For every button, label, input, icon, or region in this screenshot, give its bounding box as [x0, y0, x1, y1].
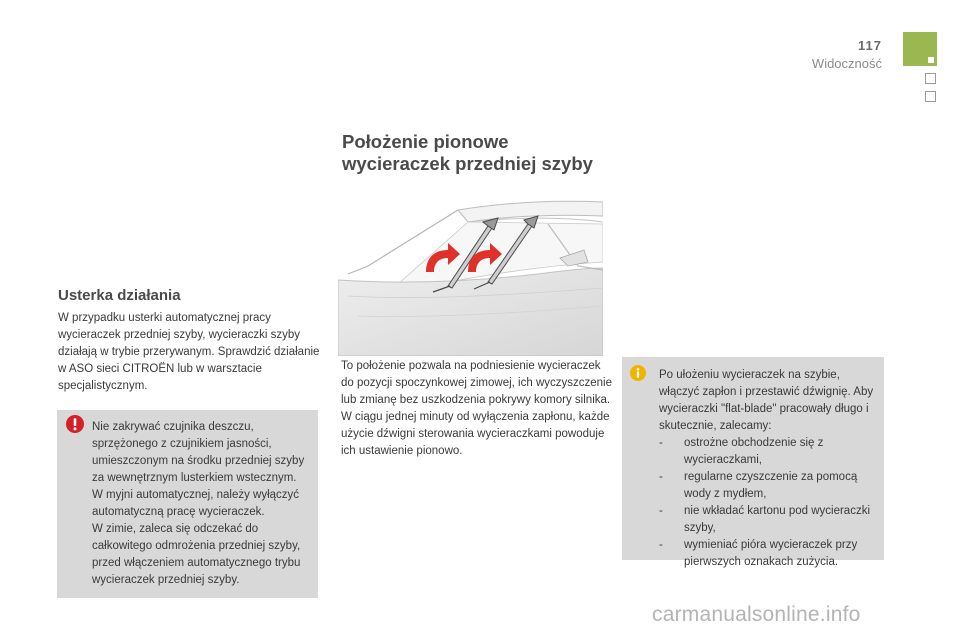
list-item-text: ostrożne obchodzenie się z wycieraczkami,	[684, 437, 824, 466]
warning-line: W zimie, zaleca się odczekać do całkowitego odmrożenia przedniej szyby, przed włączeniem automatycznego trybu wycieraczek przedniej szyby.	[92, 523, 301, 586]
list-dash: -	[659, 437, 663, 449]
vertical-position-paragraph	[341, 358, 613, 460]
section-title: Widoczność	[811, 56, 882, 71]
list-item-text: regularne czyszczenie za pomocą wody z mydłem,	[684, 471, 858, 500]
info-text	[659, 367, 877, 571]
recommendation-list	[659, 435, 877, 571]
warning-line: Nie zakrywać czujnika deszczu, sprzężonego z czujnikiem jasności, umieszczonym na środku przedniej szyby za wewnętrznym lusterkiem wstecznym.	[92, 421, 305, 484]
heading-line-1: Położenie pionowe	[342, 131, 509, 152]
list-dash: -	[659, 471, 663, 483]
malfunction-paragraph: W przypadku usterki automatycznej pracy wycieraczek przedniej szyby, wycieraczki szyby działają w trybie przerywanym. Sprawdzić działanie w ASO sieci CITROËN lub w warsztacie specjalistycznym.	[58, 312, 320, 392]
section-tab-empty-2	[925, 91, 936, 102]
section-tab-empty-1	[925, 73, 936, 84]
warning-exclamation-icon	[66, 415, 84, 433]
info-icon	[630, 365, 646, 381]
info-intro: Po ułożeniu wycieraczek na szybie, włączyć zapłon i przestawić dźwignię. Aby wycieraczki "flat-blade" pracowały długo i skutecznie, zalecamy:	[659, 369, 874, 432]
list-item	[659, 503, 877, 537]
watermark: carmanualsonline.info	[652, 603, 861, 626]
list-item	[659, 537, 877, 571]
paragraph-line: To położenie pozwala na podniesienie wycieraczek do pozycji spoczynkowej zimowej, ich wyczyszczenie lub zmianę bez uszkodzenia pokrywy komory silnika.	[341, 360, 612, 406]
windshield-wiper-illustration	[338, 196, 603, 356]
warning-text	[92, 419, 314, 589]
page-number: 117	[858, 38, 882, 53]
list-dash: -	[659, 505, 663, 517]
list-item	[659, 469, 877, 503]
section-tab-dot	[928, 57, 934, 63]
list-item-text: nie wkładać kartonu pod wycieraczki szyby,	[684, 505, 871, 534]
malfunction-heading: Usterka działania	[58, 287, 181, 304]
paragraph-line: W ciągu jednej minuty od wyłączenia zapłonu, każde użycie dźwigni sterowania wycieraczkami powoduje ich ustawienie pionowo.	[341, 411, 610, 457]
warning-line: W myjni automatycznej, należy wyłączyć automatyczną pracę wycieraczek.	[92, 489, 300, 518]
heading-line-2: wycieraczek przedniej szyby	[342, 153, 593, 174]
list-item	[659, 435, 877, 469]
list-dash: -	[659, 539, 663, 551]
list-item-text: wymieniać pióra wycieraczek przy pierwszych oznakach zużycia.	[684, 539, 858, 568]
vertical-position-heading	[342, 131, 614, 175]
